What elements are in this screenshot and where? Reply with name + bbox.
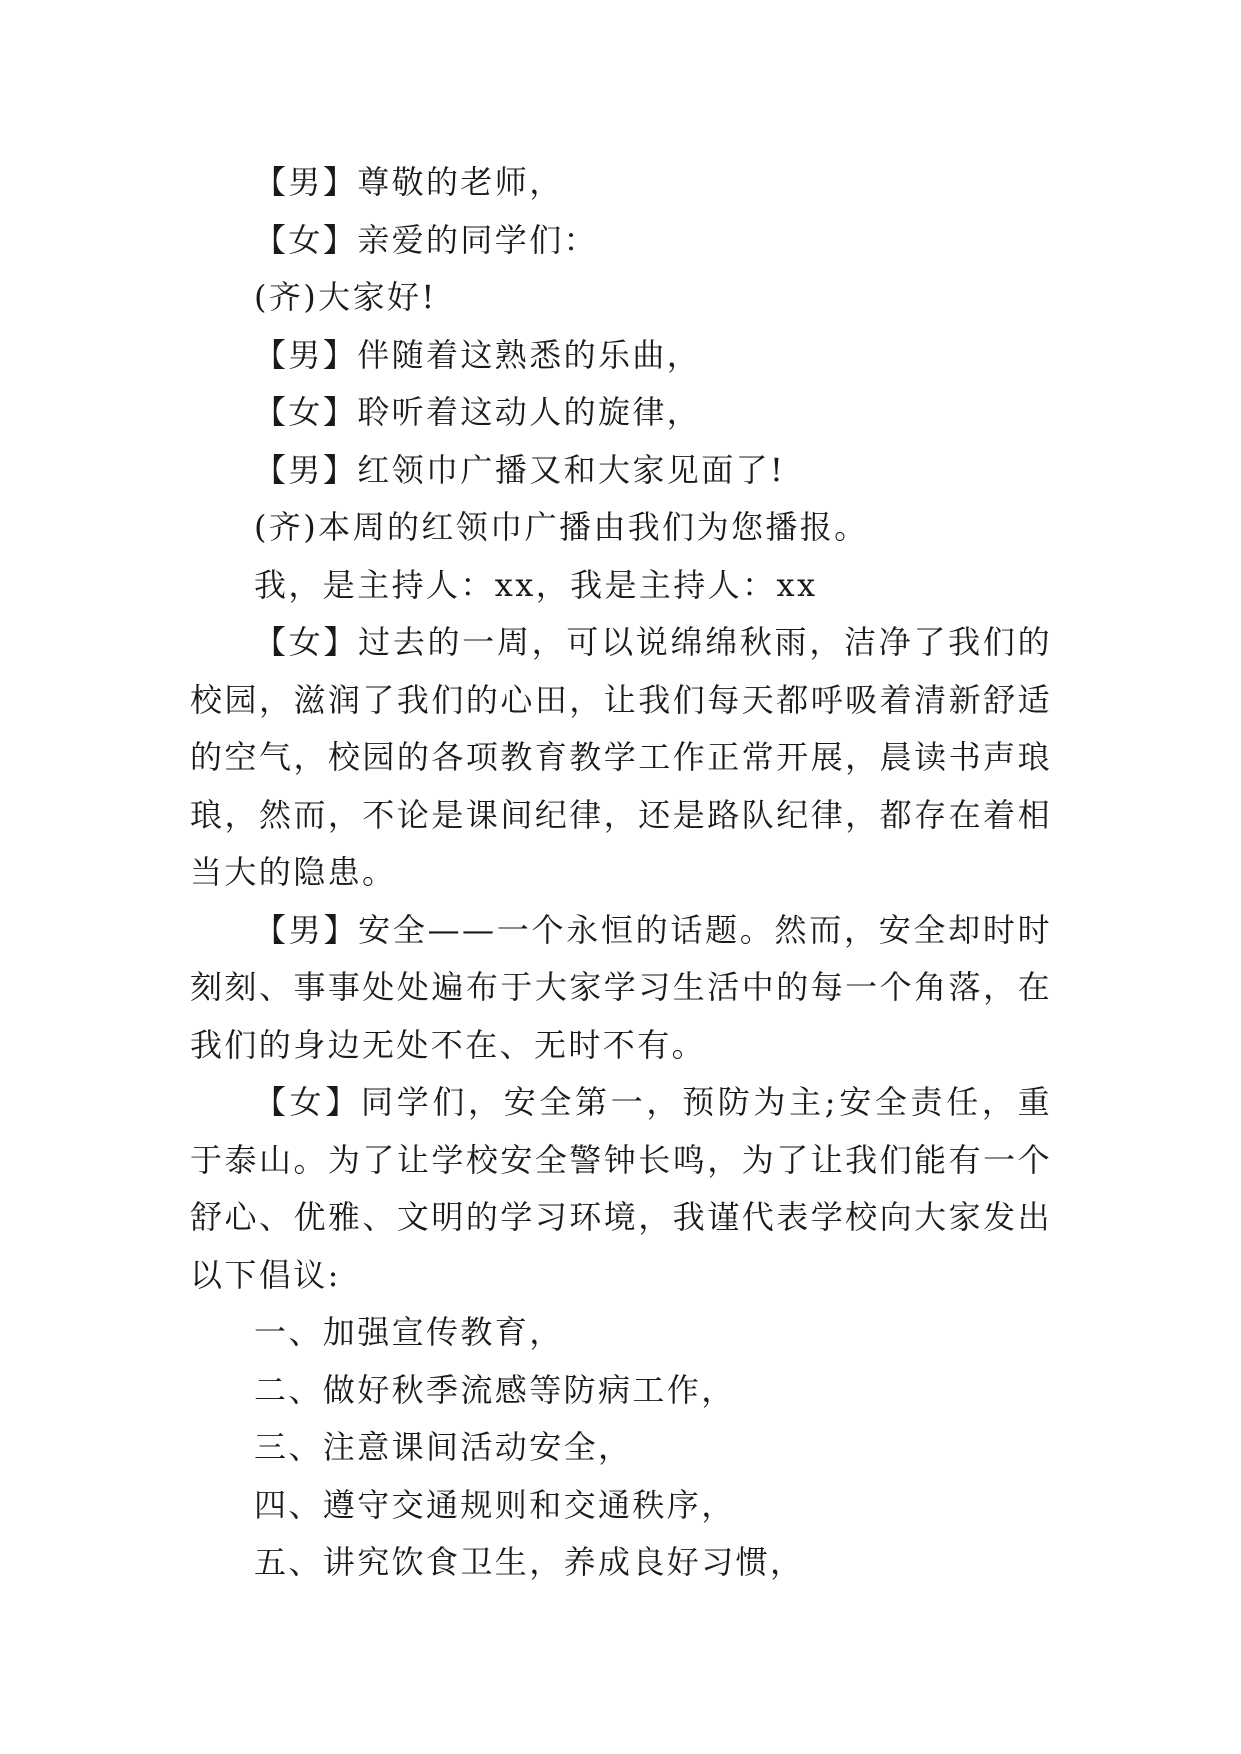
paragraph: (齐)大家好!	[254, 278, 437, 316]
paragraph: 【男】安全——一个永恒的话题。然而，安全却时时刻刻、事事处处遍布于大家学习生活中的每一个角落，在我们的身边无处不在、无时不有。	[190, 910, 1052, 1064]
paragraph: 我，是主持人：xx，我是主持人：xx	[254, 565, 818, 604]
paragraph: 五、讲究饮食卫生，养成良好习惯，	[254, 1543, 805, 1581]
document-body	[190, 154, 1052, 1592]
paragraph: 二、做好秋季流感等防病工作，	[254, 1370, 736, 1409]
paragraph: 【男】尊敬的老师，	[254, 163, 564, 201]
paragraph: 一、加强宣传教育，	[254, 1313, 564, 1351]
paragraph: 三、注意课间活动安全，	[254, 1428, 633, 1466]
paragraph: (齐)本周的红领巾广播由我们为您播报。	[254, 508, 869, 546]
paragraph: 【女】过去的一周，可以说绵绵秋雨，洁净了我们的校园，滋润了我们的心田，让我们每天都呼吸着清新舒适的空气，校园的各项教育教学工作正常开展，晨读书声琅琅，然而，不论是课间纪律，还是路队纪律，都存在着相当大的隐患。	[190, 623, 1052, 891]
paragraph: 【女】亲爱的同学们：	[254, 220, 599, 259]
paragraph: 【女】聆听着这动人的旋律，	[254, 393, 702, 431]
paragraph: 【女】同学们，安全第一，预防为主;安全责任，重于泰山。为了让学校安全警钟长鸣，为了让我们能有一个舒心、优雅、文明的学习环境，我谨代表学校向大家发出以下倡议:	[190, 1083, 1052, 1294]
paragraph: 四、遵守交通规则和交通秩序，	[254, 1485, 736, 1524]
paragraph: 【男】伴随着这熟悉的乐曲，	[254, 335, 702, 374]
paragraph: 【男】红领巾广播又和大家见面了!	[254, 450, 786, 489]
